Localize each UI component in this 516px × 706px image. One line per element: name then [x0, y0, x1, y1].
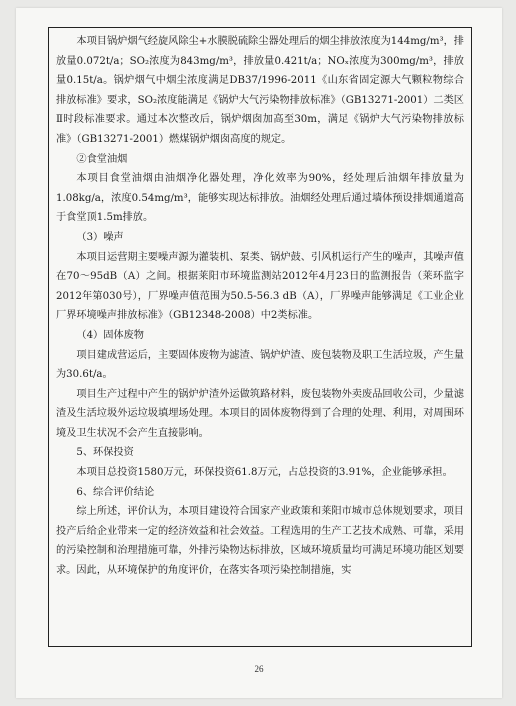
- paragraph-conclusion: 综上所述，评价认为，本项目建设符合国家产业政策和莱阳市城市总体规划要求，项目投产后给企业带来一定的经济效益和社会效益。工程选用的生产工艺技术成熟、可靠，采用的污染控制和治理措施可靠，外排污染物达标排放，区域环境质量均可满足环境功能区划要求。因此，从环境保护的角度评价，在落实各项污染控制措施，实: [56, 506, 464, 577]
- page-number: 26: [254, 664, 264, 674]
- heading-noise: （3）噪声: [76, 231, 124, 243]
- paragraph-canteen-fumes: 本项目食堂油烟由油烟净化器处理，净化效率为90%，经处理后油烟年排放量为1.08kg/a，浓度0.54mg/m³，能够实现达标排放。油烟经处理后通过墙体预设排烟通道高于食堂顶1.5m排放。: [56, 173, 464, 224]
- paragraph-solid-waste-amount: 项目建成营运后，主要固体废物为滤渣、锅炉炉渣、废包装物及职工生活垃圾，产生量为30.6t/a。: [56, 349, 464, 381]
- document-body: [56, 32, 464, 581]
- paragraph-solid-waste-disposal: 项目生产过程中产生的锅炉炉渣外运做筑路材料，废包装物外卖废品回收公司，少量滤渣及生活垃圾外运垃圾填埋场处理。本项目的固体废物得到了合理的处理、利用，对周围环境及卫生状况不会产生直接影响。: [56, 388, 464, 439]
- heading-environmental-investment: 5、环保投资: [76, 447, 134, 459]
- paragraph-noise: 本项目运营期主要噪声源为灌装机、泵类、锅炉鼓、引风机运行产生的噪声，其噪声值在70～95dB（A）之间。根据莱阳市环境监测站2012年4月23日的监测报告（莱环监字2012年第030号），厂界噪声值范围为50.5-56.3 dB（A），厂界噪声能够满足《工业企业厂界环境噪声排放标准》（GB12348-2008）中2类标准。: [56, 251, 464, 322]
- heading-solid-waste: （4）固体废物: [76, 329, 144, 341]
- paragraph-environmental-investment: 本项目总投资1580万元，环保投资61.8万元，占总投资的3.91%，企业能够承担。: [76, 467, 453, 479]
- heading-conclusion: 6、综合评价结论: [76, 486, 155, 498]
- heading-canteen-fumes: ②食堂油烟: [76, 153, 128, 165]
- paragraph-boiler-emissions: 本项目锅炉烟气经旋风除尘+水膜脱硫除尘器处理后的烟尘排放浓度为144mg/m³，排放量0.072t/a；SO₂浓度为843mg/m³，排放量0.421t/a；NOₓ浓度为300mg/m³，排放量0.15t/a。锅炉烟气中烟尘浓度满足DB37/1996-2011《山东省固定源大气颗粒物综合排放标准》要求，SO₂浓度能满足《锅炉大气污染物排放标准》（GB13271-2001）二类区Ⅱ时段标准要求。通过本次整改后，锅炉烟囱加高至30m，满足《锅炉大气污染物排放标准》（GB13271-2001）燃煤锅炉烟囱高度的规定。: [56, 36, 464, 145]
- document-page: [16, 8, 502, 698]
- content-frame: [48, 27, 472, 647]
